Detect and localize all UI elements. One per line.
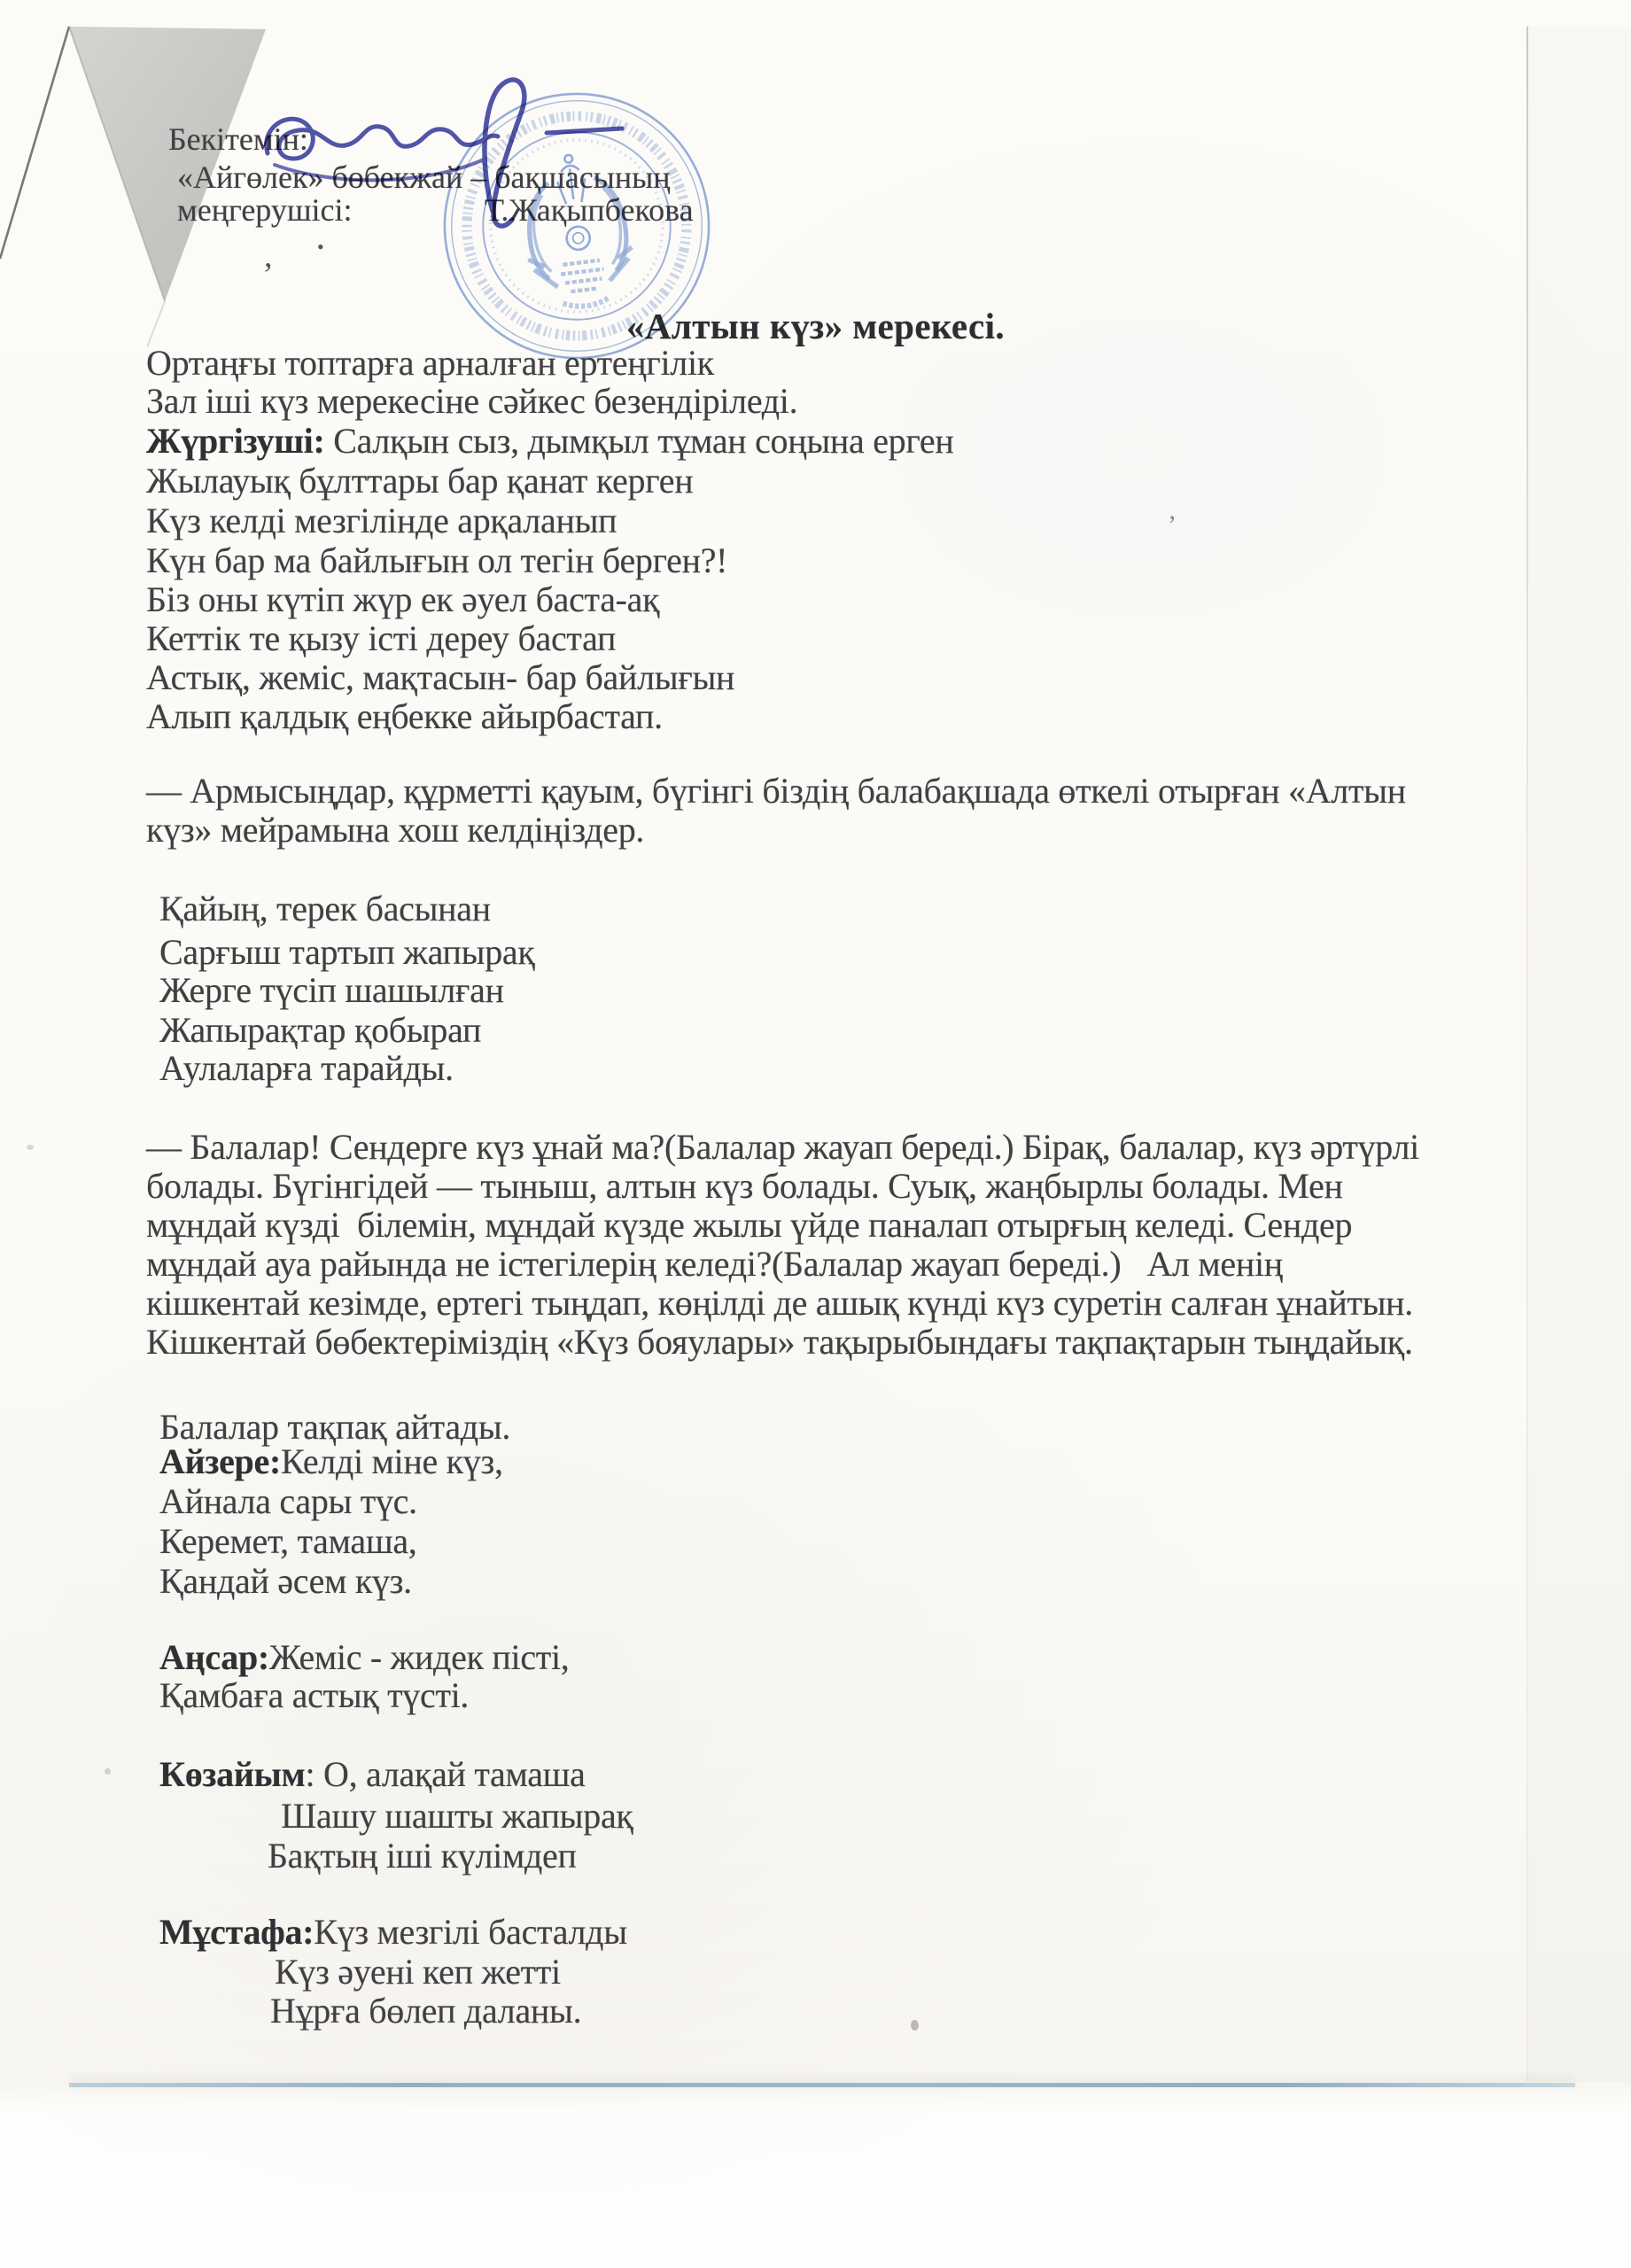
approver-name: Т.Жақыпбекова [485, 192, 694, 228]
host-line: Алып қалдық еңбекке айырбастап. [146, 696, 663, 736]
child-line: Нұрға бөлеп даланы. [270, 1991, 582, 2031]
approve-label: Бекітемін: [168, 121, 308, 157]
poem-line: Қайың, терек басынан [159, 889, 491, 928]
signature-icon [248, 60, 656, 258]
host-line: Жылауық бұлттары бар қанат керген [146, 461, 694, 501]
child-name: Мұстафа: [159, 1912, 315, 1952]
monologue-line: — Балалар! Сендерге күз ұнай ма?(Балалар жауап береді.) Бірақ, балалар, күз әртүрлі [146, 1127, 1419, 1167]
poem-line: Сарғыш тартып жапырақ [159, 932, 535, 972]
monologue-line: Кішкентай бөбектеріміздің «Күз бояулары» тақырыбындағы тақпақтарын тыңдайық. [146, 1322, 1413, 1362]
organization-line: «Айгөлек» бөбекжай – бақшасының [177, 159, 671, 195]
child-line-text: : О, алақай тамаша [305, 1754, 586, 1794]
host-line: Астық, жеміс, мақтасын- бар байлығын [146, 657, 735, 697]
child-line [159, 1443, 503, 1480]
child-line: Шашу шашты жапырақ [281, 1796, 633, 1836]
child-line-text: Келді міне күз, [280, 1441, 503, 1481]
poem-line: Аулаларға тарайды. [159, 1048, 454, 1088]
role-label: меңгерушісі: [177, 192, 353, 228]
page-title: «Алтын күз» мерекесі. [625, 306, 1006, 346]
child-line [159, 1914, 627, 1951]
poem-line: Жапырақтар қобырап [159, 1010, 482, 1050]
host-line: Кеттік те қызу істі дереу бастап [146, 618, 617, 658]
child-line: Айнала сары түс. [159, 1481, 417, 1521]
greeting-line: күз» мейрамына хош келдіңіздер. [146, 810, 645, 850]
scan-speck [911, 2020, 919, 2031]
page-bottom-edge-line [69, 2083, 1575, 2087]
child-line: Керемет, тамаша, [159, 1521, 417, 1561]
monologue-line: кішкентай кезімде, ертегі тыңдап, көңілді де ашық күнді күз суретін салған ұнайтын. [146, 1283, 1413, 1323]
child-name: Көзайым [159, 1754, 306, 1794]
intro-line: Ортаңғы топтарға арналған ертеңгілік [146, 343, 714, 383]
child-line [159, 1639, 569, 1676]
intro-line: Зал іші күз мерекесіне сәйкес безендіріледі. [146, 381, 798, 421]
host-line: Біз оны күтіп жүр ек әуел баста-ақ [146, 579, 660, 619]
host-line: Күн бар ма байлығын ол тегін берген?! [146, 540, 728, 580]
host-line [146, 423, 953, 460]
stray-dot-mark: • [317, 236, 324, 258]
page-right-edge-shade [1528, 27, 1631, 2082]
child-name: Айзере: [159, 1441, 281, 1481]
child-line-text: Жеміс - жидек пісті, [268, 1637, 570, 1677]
recital-intro: Балалар тақпақ айтады. [159, 1407, 511, 1447]
child-name: Аңсар: [159, 1637, 269, 1677]
poem-line: Жерге түсіп шашылған [159, 970, 504, 1010]
greeting-line: — Армысыңдар, құрметті қауым, бүгінгі біздің балабақшада өткелі отырған «Алтын [146, 771, 1406, 811]
stray-comma-mark: , [264, 237, 273, 275]
child-line [159, 1756, 586, 1793]
monologue-line: мұндай ауа райында не істегілерің келеді?(Балалар жауап береді.) Ал менің [146, 1244, 1283, 1284]
child-line-text: Күз мезгілі басталды [314, 1912, 627, 1952]
scan-speck [27, 1145, 34, 1150]
monologue-line: мұндай күзді білемін, мұндай күзде жылы үйде паналап отырғың келеді. Сендер [146, 1205, 1353, 1245]
stray-apostrophe-mark: ’ [1168, 510, 1177, 540]
child-line: Бақтың іші күлімдеп [268, 1836, 577, 1876]
scan-speck [105, 1768, 111, 1775]
child-line: Қамбаға астық түсті. [159, 1675, 470, 1715]
host-line: Күз келді мезгілінде арқаланып [146, 501, 617, 540]
host-label: Жүргізуші: [146, 421, 325, 461]
child-line: Күз әуені кеп жетті [275, 1952, 561, 1992]
monologue-line: болады. Бүгінгідей — тыныш, алтын күз болады. Суық, жаңбырлы болады. Мен [146, 1166, 1343, 1206]
child-line: Қандай әсем күз. [159, 1561, 412, 1601]
host-line-text: Салқын сыз, дымқыл тұман соңына ерген [324, 421, 954, 461]
